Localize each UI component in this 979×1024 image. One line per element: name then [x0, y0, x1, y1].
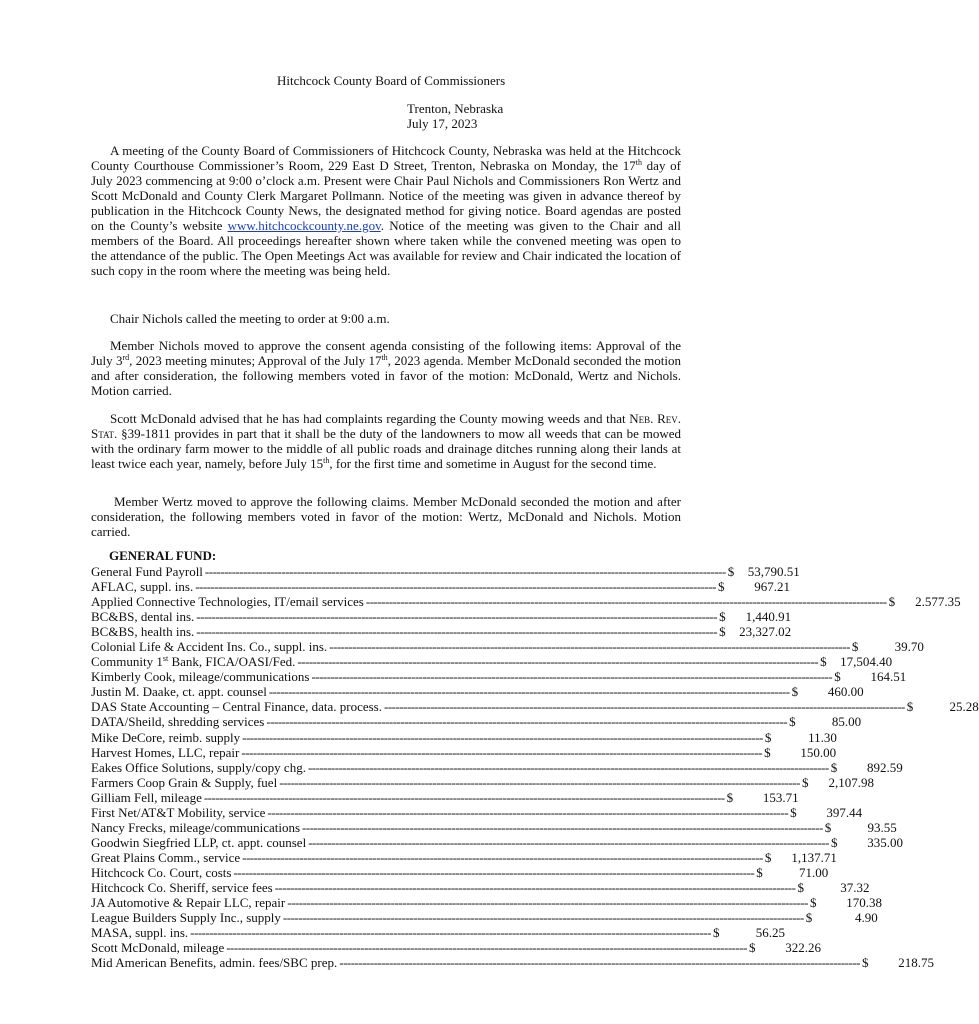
currency-symbol: $	[764, 744, 771, 760]
leader-dashes: ----------------------------------------------------------------------------------------------------------------------------------------	[384, 699, 905, 715]
leader-dashes: ----------------------------------------------------------------------------------------------------------------------------------------	[302, 819, 823, 835]
claim-name: MASA, suppl. ins.	[91, 925, 189, 941]
claim-amount: 85.00	[831, 714, 862, 730]
currency-symbol: $	[830, 834, 838, 850]
claim-row	[91, 579, 790, 595]
leader-dashes: ----------------------------------------------------------------------------------------------------------------------------------------	[339, 955, 860, 971]
claim-name: DATA/Sheild, shredding services	[91, 714, 265, 730]
claim-row	[91, 895, 883, 911]
claim-amount: 11.30	[808, 729, 837, 745]
claim-row	[91, 910, 878, 926]
meeting-date: July 17, 2023	[407, 116, 478, 131]
claim-amount: 17,504.40	[840, 654, 893, 670]
leader-dashes: ----------------------------------------------------------------------------------------------------------------------------------------	[266, 714, 788, 730]
claim-amount: 892.59	[866, 759, 903, 775]
leader-dashes: ----------------------------------------------------------------------------------------------------------------------------------------	[329, 639, 850, 655]
claim-row	[91, 789, 799, 805]
claim-row	[91, 624, 792, 640]
claim-name: League Builders Supply Inc., supply	[91, 910, 281, 926]
claim-row	[91, 864, 829, 880]
paragraph-claims-motion: Member Wertz moved to approve the following claims. Member McDonald seconded the motion and after consideration, the following members voted in favor of the motion: Wertz, McDonald and Nichols. Motion carried.	[91, 494, 681, 539]
currency-symbol: $	[824, 819, 832, 835]
claim-name: General Fund Payroll	[91, 564, 203, 579]
claim-row	[91, 955, 934, 971]
claim-amount: 53,790.51	[747, 564, 800, 579]
currency-symbol: $	[797, 879, 804, 895]
claim-row	[91, 940, 821, 956]
claim-name: BC&BS, dental ins.	[91, 609, 195, 625]
claim-name: Mid American Benefits, admin. fees/SBC prep.	[91, 955, 338, 971]
claim-row	[91, 654, 893, 670]
claim-name: Justin M. Daake, ct. appt. counsel	[91, 684, 267, 700]
claim-amount: 218.75	[898, 955, 934, 971]
paragraph-consent-agenda: Member Nichols moved to approve the consent agenda consisting of the following items: Approval of the July 3rd, 2023 meeting minutes; Approval of the July 17th, 2023 agenda. Member McDonald seconded the motion and after consideration, the following members voted in favor of the motion: McDonald, Wertz and Nichols. Motion carried.	[91, 338, 681, 398]
board-title: Hitchcock County Board of Commissioners	[277, 73, 506, 88]
leader-dashes: ----------------------------------------------------------------------------------------------------------------------------------------	[233, 864, 755, 880]
claim-amount: 967.21	[754, 579, 790, 595]
currency-symbol: $	[764, 729, 772, 745]
leader-dashes: ----------------------------------------------------------------------------------------------------------------------------------------	[365, 594, 887, 610]
claim-row	[91, 879, 870, 895]
claim-row	[91, 849, 837, 865]
leader-dashes: ----------------------------------------------------------------------------------------------------------------------------------------	[297, 654, 819, 670]
claim-amount: 2,107.98	[828, 774, 874, 790]
leader-dashes: ----------------------------------------------------------------------------------------------------------------------------------------	[268, 684, 790, 700]
currency-symbol: $	[810, 895, 817, 911]
leader-dashes: ----------------------------------------------------------------------------------------------------------------------------------------	[190, 925, 711, 941]
currency-symbol: $	[791, 684, 799, 700]
claim-row	[91, 774, 874, 790]
claim-amount: 25.28	[949, 699, 979, 715]
claim-row	[91, 714, 862, 730]
meeting-place: Trenton, Nebraska	[407, 101, 504, 116]
claim-name: Mike DeCore, reimb. supply	[91, 729, 241, 745]
leader-dashes: ----------------------------------------------------------------------------------------------------------------------------------------	[195, 579, 716, 595]
general-fund-heading: GENERAL FUND:	[109, 548, 217, 563]
claim-row	[91, 699, 979, 715]
claim-name: First Net/AT&T Mobility, service	[91, 804, 266, 820]
leader-dashes: ----------------------------------------------------------------------------------------------------------------------------------------	[307, 759, 829, 775]
claim-amount: 56.25	[755, 925, 785, 941]
currency-symbol: $	[719, 609, 726, 625]
leader-dashes: ----------------------------------------------------------------------------------------------------------------------------------------	[308, 834, 829, 850]
claim-name: Kimberly Cook, mileage/communications	[91, 669, 310, 685]
claim-name: Applied Connective Technologies, IT/email services	[91, 594, 364, 610]
leader-dashes: ----------------------------------------------------------------------------------------------------------------------------------------	[196, 624, 718, 640]
claim-amount: 39.70	[894, 639, 924, 655]
claim-row	[91, 594, 961, 610]
paragraph-mowing-weeds: Scott McDonald advised that he has had complaints regarding the County mowing weeds and that Neb. Rev. Stat. §39-1811 provides in part that it shall be the duty of the landowners to mow all weeds that can be mowed with the ordinary farm mower to the middle of all public roads and drainage ditches running along their lands at least twice each year, namely, before July 15th, for the first time and sometime in August for the second time.	[91, 411, 682, 471]
claim-name: Community 1st Bank, FICA/OASI/Fed.	[91, 654, 296, 670]
claim-amount: 93.55	[867, 819, 897, 835]
claim-amount: 397.44	[826, 804, 863, 820]
leader-dashes: ----------------------------------------------------------------------------------------------------------------------------------------	[274, 879, 796, 895]
claim-row	[91, 819, 897, 835]
currency-symbol: $	[906, 699, 914, 715]
claim-amount: 153.71	[762, 789, 799, 805]
claim-row	[91, 744, 837, 760]
paragraph-call-to-order: Chair Nichols called the meeting to order at 9:00 a.m.	[110, 311, 390, 326]
claim-amount: 335.00	[867, 834, 903, 850]
claim-row	[91, 804, 863, 820]
leader-dashes: ----------------------------------------------------------------------------------------------------------------------------------------	[267, 804, 789, 820]
currency-symbol: $	[726, 789, 734, 805]
leader-dashes: ----------------------------------------------------------------------------------------------------------------------------------------	[242, 729, 763, 745]
leader-dashes: ----------------------------------------------------------------------------------------------------------------------------------------	[311, 669, 833, 685]
currency-symbol: $	[851, 639, 859, 655]
currency-symbol: $	[862, 955, 869, 971]
claim-name: Harvest Homes, LLC, repair	[91, 744, 240, 760]
claim-row	[91, 669, 907, 685]
currency-symbol: $	[801, 774, 809, 790]
claim-row	[91, 729, 837, 745]
currency-symbol: $	[717, 579, 725, 595]
currency-symbol: $	[789, 714, 796, 730]
claim-amount: 170.38	[846, 895, 883, 911]
leader-dashes: ----------------------------------------------------------------------------------------------------------------------------------------	[282, 910, 804, 926]
statute-citation: Neb. Rev. Stat.	[91, 411, 682, 441]
currency-symbol: $	[820, 654, 827, 670]
claim-name: Nancy Frecks, mileage/communications	[91, 819, 301, 835]
claim-name: Great Plains Comm., service	[91, 849, 241, 865]
claim-name: BC&BS, health ins.	[91, 624, 195, 640]
claim-amount: 1,137.71	[791, 849, 837, 865]
claim-amount: 37.32	[840, 879, 870, 895]
currency-symbol: $	[834, 669, 841, 685]
claim-amount: 164.51	[870, 669, 907, 685]
claim-row	[91, 609, 792, 625]
currency-symbol: $	[805, 910, 813, 926]
currency-symbol: $	[888, 594, 896, 610]
currency-symbol: $	[712, 925, 720, 941]
claim-name: Scott McDonald, mileage	[91, 940, 225, 956]
claim-name: Eakes Office Solutions, supply/copy chg.	[91, 759, 306, 775]
leader-dashes: ----------------------------------------------------------------------------------------------------------------------------------------	[242, 849, 763, 865]
claim-row	[91, 684, 864, 700]
claim-row	[91, 639, 924, 655]
leader-dashes: ----------------------------------------------------------------------------------------------------------------------------------------	[203, 789, 725, 805]
leader-dashes: ----------------------------------------------------------------------------------------------------------------------------------------	[226, 940, 747, 956]
paragraph-meeting-notice: A meeting of the County Board of Commissioners of Hitchcock County, Nebraska was held at the Hitchcock County Courthouse Commissioner’s Room, 229 East D Street, Trenton, Nebraska on Monday, the 17th day of July 2023 commencing at 9:00 o’clock a.m. Present were Chair Paul Nichols and Commissioners Ron Wertz and Scott McDonald and County Clerk Margaret Pollmann. Notice of the meeting was given in advance thereof by publication in the Hitchcock County News, the designated method for giving notice. Board agendas are posted on the County’s website www.hitchcockcounty.ne.gov. Notice of the meeting was given to the Chair and all members of the Board. All proceedings hereafter shown where taken while the convened meeting was open to the attendance of the public. The Open Meetings Act was available for review and Chair indicated the location of such copy in the room where the meeting was being held.	[91, 143, 681, 278]
claim-amount: 23,327.02	[739, 624, 792, 640]
claim-amount: 460.00	[827, 684, 864, 700]
leader-dashes: ----------------------------------------------------------------------------------------------------------------------------------------	[241, 744, 763, 760]
claim-row	[91, 759, 903, 775]
claim-name: Colonial Life & Accident Ins. Co., suppl. ins.	[91, 639, 328, 655]
leader-dashes: ----------------------------------------------------------------------------------------------------------------------------------------	[279, 774, 800, 790]
leader-dashes: ----------------------------------------------------------------------------------------------------------------------------------------	[196, 609, 718, 625]
claim-amount: 150.00	[800, 744, 837, 760]
currency-symbol: $	[748, 940, 756, 956]
claim-amount: 71.00	[798, 864, 829, 880]
currency-symbol: $	[756, 864, 763, 880]
leader-dashes: ----------------------------------------------------------------------------------------------------------------------------------------	[287, 895, 809, 911]
claim-amount: 322.26	[785, 940, 821, 956]
claim-name: Gilliam Fell, mileage	[91, 789, 202, 805]
claim-name: Goodwin Siegfried LLP, ct. appt. counsel	[91, 834, 307, 850]
claim-row	[91, 925, 785, 941]
claim-amount: 4.90	[854, 910, 878, 926]
county-website-link[interactable]: www.hitchcockcounty.ne.gov	[227, 218, 381, 233]
claim-name: Farmers Coop Grain & Supply, fuel	[91, 774, 278, 790]
claim-name: AFLAC, suppl. ins.	[91, 579, 194, 595]
currency-symbol: $	[790, 804, 797, 820]
claim-row	[91, 834, 903, 850]
claim-name: Hitchcock Co. Court, costs	[91, 864, 232, 880]
currency-symbol: $	[764, 849, 772, 865]
leader-dashes: ----------------------------------------------------------------------------------------------------------------------------------------	[204, 564, 726, 579]
currency-symbol: $	[727, 564, 735, 579]
claim-row	[91, 564, 800, 579]
currency-symbol: $	[719, 624, 726, 640]
claims-list	[91, 564, 979, 971]
currency-symbol: $	[830, 759, 838, 775]
claim-name: JA Automotive & Repair LLC, repair	[91, 895, 286, 911]
claim-name: Hitchcock Co. Sheriff, service fees	[91, 879, 273, 895]
claim-amount: 1,440.91	[745, 609, 792, 625]
claim-amount: 2.577.35	[915, 594, 961, 610]
claim-name: DAS State Accounting – Central Finance, data. process.	[91, 699, 382, 715]
